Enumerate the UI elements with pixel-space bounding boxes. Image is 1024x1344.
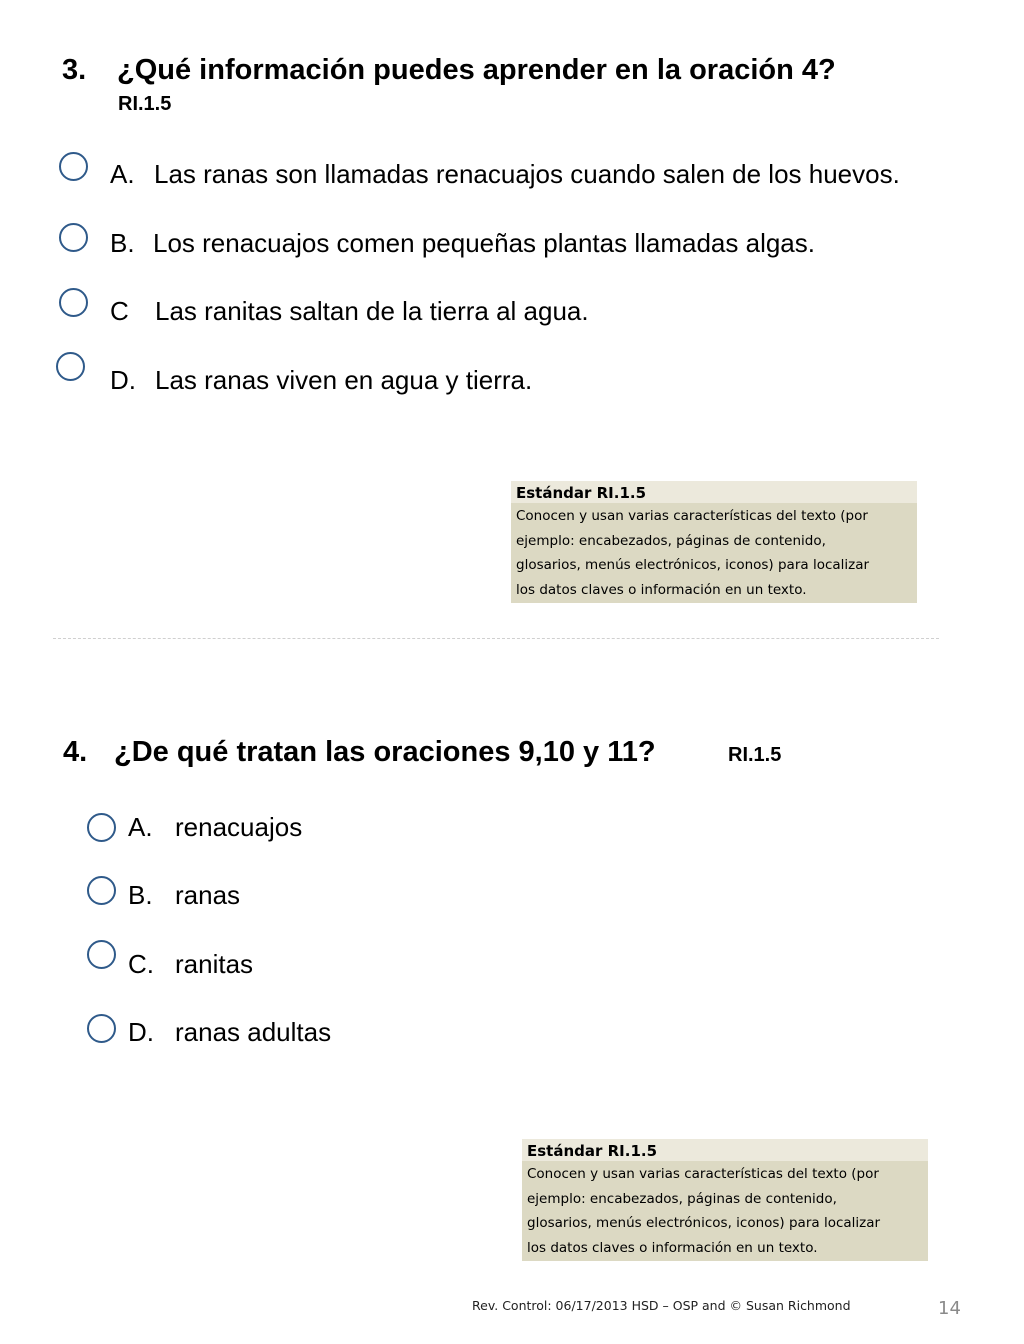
q4-option-a-radio[interactable]: [87, 813, 116, 842]
q3-option-d-text: Las ranas viven en agua y tierra.: [155, 365, 533, 395]
q3-standard-line: ejemplo: encabezados, páginas de contenido,: [516, 532, 826, 549]
q4-option-b-text: ranas: [175, 880, 241, 910]
q3-standard-box: [511, 481, 917, 603]
q4-option-c-text: ranitas: [175, 949, 254, 979]
q3-option-c-radio[interactable]: [59, 288, 88, 317]
question-3-number: 3.: [62, 54, 87, 86]
q4-option-a-text: renacuajos: [175, 812, 303, 842]
q4-option-b-letter: B.: [128, 880, 153, 910]
section-divider: [53, 638, 939, 639]
q3-standard-line: Conocen y usan varias características del texto (por: [516, 508, 868, 524]
q4-standard-line: Conocen y usan varias características del texto (por: [527, 1166, 879, 1182]
q4-standard-line: ejemplo: encabezados, páginas de contenido,: [527, 1190, 837, 1207]
q4-option-d-radio[interactable]: [87, 1014, 116, 1043]
footer-revision-text: Rev. Control: 06/17/2013 HSD – OSP and © Susan Richmond: [472, 1298, 851, 1313]
q4-option-b-radio[interactable]: [87, 876, 116, 905]
q3-standard-line: los datos claves o información en un texto.: [516, 581, 807, 598]
question-4-number: 4.: [63, 736, 88, 768]
q4-standard-description: [522, 1161, 928, 1261]
q4-standard-box: [522, 1139, 928, 1261]
q4-standard-title: Estándar RI.1.5: [522, 1139, 928, 1161]
q3-option-b-text: Los renacuajos comen pequeñas plantas llamadas algas.: [153, 228, 815, 258]
q3-option-c-text: Las ranitas saltan de la tierra al agua.: [155, 296, 589, 326]
q4-option-a-letter: A.: [128, 812, 153, 842]
q3-option-a-text: Las ranas son llamadas renacuajos cuando salen de los huevos.: [154, 159, 900, 189]
question-4-standard-code: RI.1.5: [728, 744, 782, 766]
q4-option-d-letter: D.: [128, 1017, 154, 1047]
q3-option-b-radio[interactable]: [59, 223, 88, 252]
q4-option-c-radio[interactable]: [87, 940, 116, 969]
q4-option-d-text: ranas adultas: [175, 1017, 332, 1047]
q4-standard-line: los datos claves o información en un texto.: [527, 1239, 818, 1256]
q4-option-c-letter: C.: [128, 949, 154, 979]
q3-option-a-radio[interactable]: [59, 152, 88, 181]
question-4-text: ¿De qué tratan las oraciones 9,10 y 11?: [114, 736, 656, 768]
q3-option-b-letter: B.: [110, 228, 135, 258]
q3-standard-description: [511, 503, 917, 603]
q3-standard-title: Estándar RI.1.5: [511, 481, 917, 503]
q3-option-c-letter: C: [110, 296, 129, 326]
q3-option-a-letter: A.: [110, 159, 135, 189]
q3-standard-line: glosarios, menús electrónicos, iconos) para localizar: [516, 557, 870, 573]
page-number: 14: [938, 1298, 961, 1319]
question-3-standard-code: RI.1.5: [118, 93, 172, 115]
q3-option-d-letter: D.: [110, 365, 136, 395]
question-3-text: ¿Qué información puedes aprender en la oración 4?: [117, 54, 836, 86]
q4-standard-line: glosarios, menús electrónicos, iconos) para localizar: [527, 1215, 881, 1231]
q3-option-d-radio[interactable]: [56, 352, 85, 381]
